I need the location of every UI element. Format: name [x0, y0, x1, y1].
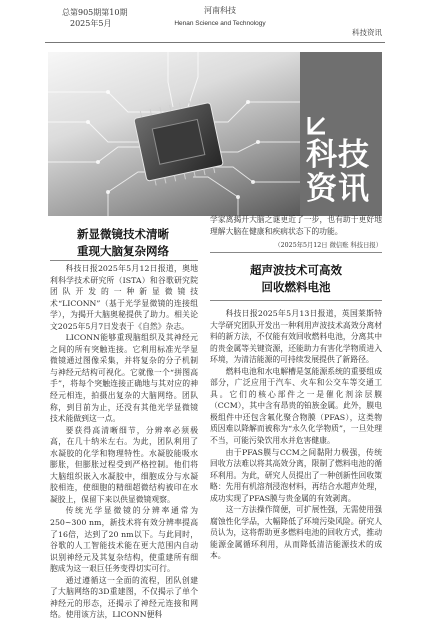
banner-image [48, 52, 300, 216]
journal-name-cn: 河南科技 [204, 6, 236, 15]
article2-paragraph: 这一方法操作简便，可扩展性强，无需使用强腐蚀性化学品，大幅降低了环境污染风险。研究人员认为，这将帮助更多燃料电池的回收方式，推动能源金属循环利用，从而降低清洁能源技术的成本。 [210, 505, 382, 561]
issue-date: 2025年5月 [70, 19, 112, 28]
header-divider [45, 42, 385, 43]
article1-paragraph: LICONN能够重现脑组织及其神经元之间的所有突触连接。它利用标准光学显微镜通过图像采集，并将复杂的分子机制与神经元结构可视化。它就像一个“拼图高手”，将每个突触连接正确地与其对应的神经元相连，拍摄出复杂的大脑网络。团队称，到目前为止，还没有其他光学显微镜技术能做到这一点。 [50, 333, 198, 424]
article1-credit: （2025年5月12日 微信账 科技日报） [274, 242, 382, 249]
article1-paragraph: 要获得高清晰细节，分辨率必须极高，在几十纳米左右。为此，团队利用了水凝胶的化学和物理特性。水凝胶能吸水膨胀，但膨胀过程受到严格控制。他们将大脑组织嵌入水凝胶中，细胞成分与水凝胶相连，使细胞的精细超微结构被印在水凝胶上，保留下来以供显微镜观察。 [50, 425, 198, 504]
issue-info [62, 7, 127, 29]
article1-continuation: 学家离揭开大脑之谜更近了一步，也有助于更好地理解大脑在健康和疾病状态下的功能。 [210, 215, 382, 236]
article1-title-line1: 新显微镜技术清晰 [77, 227, 169, 241]
section-sidebar [300, 52, 382, 216]
article1-paragraph: 传统光学显微镜的分辨率通常为250~300 nm，新技术将有效分辨率提高了16倍，达到了20 nm以下。与此同时，谷歌的人工智能技术能在更大范围内自动识别神经元及其复杂结构，使重建所有细胞成为这一艰巨任务变得切实可行。 [50, 506, 198, 574]
article1-paragraph: 科技日报2025年5月12日报道，奥地利科学技术研究所（ISTA）和谷歌研究院团队开发的一种新显微镜技术“LICONN”（基于光学显微镜的连接组学），为揭开大脑奥秘提供了助力。相关论文2025年5月7日发表于《自然》杂志。 [50, 264, 198, 331]
journal-name [150, 6, 290, 29]
arrow-icon [306, 114, 328, 136]
article1-title [48, 226, 198, 260]
circuit-graphic [48, 52, 300, 216]
article1-paragraph: 通过遵循这一全面的流程，团队创建了大脑网络的3D重建图，不仅揭示了单个神经元的形态，还揭示了神经元连接和网络。使用该方法，LICONN便科 [50, 575, 198, 620]
article2-paragraph: 由于PFAS膜与CCM之间黏附力极强，传统回收方法难以将其高效分离，限制了燃料电池的循环利用。为此，研究人员提出了一种创新性回收策略：先用有机溶剂浸泡材料，再结合水超声处理，成功实现了PFAS膜与贵金属的有效剥离。 [210, 447, 382, 503]
journal-name-en: Henan Science and Technology [174, 20, 266, 27]
article-divider [210, 252, 382, 253]
article2-paragraph: 科技日报2025年5月13日报道，英国莱斯特大学研究团队开发出一种利用声波技术高效分离材料的新方法，不仅能有效回收燃料电池，分离其中的贵金属等关键资源，还能助力有害化学物质进入环境，为清洁能源的可持续发展提供了新路径。 [210, 309, 382, 365]
issue-number: 总第905期第10期 [62, 8, 128, 17]
article2-title-line1: 超声波技术可高效 [250, 263, 342, 277]
article1-body [50, 263, 198, 621]
article1-title-line2: 重现大脑复杂网络 [77, 244, 169, 258]
article2-title [210, 262, 382, 296]
section-label: 科技资讯 [352, 28, 382, 37]
article2-body [210, 308, 382, 562]
article2-title-line2: 回收燃料电池 [261, 280, 331, 294]
sidebar-title-line2: 资讯 [306, 171, 370, 207]
page-header [0, 0, 427, 44]
article2-title-divider [210, 300, 382, 301]
article2-paragraph: 燃料电池和水电解槽是氢能源系统的重要组成部分，广泛应用于汽车、火车和公交车等交通工具。它们的核心部件之一是催化剂涂层膜（CCM），其中含有昂贵的铂族金属。此外，膜电极组件中还包含氟化聚合物膜（PFAS），这类物质因难以降解而被称为“永久化学物质”，一旦处理不当，可能污染饮用水并危害健康。 [210, 366, 382, 446]
sidebar-title-line1: 科技 [306, 137, 370, 173]
article1-title-divider [50, 260, 198, 261]
